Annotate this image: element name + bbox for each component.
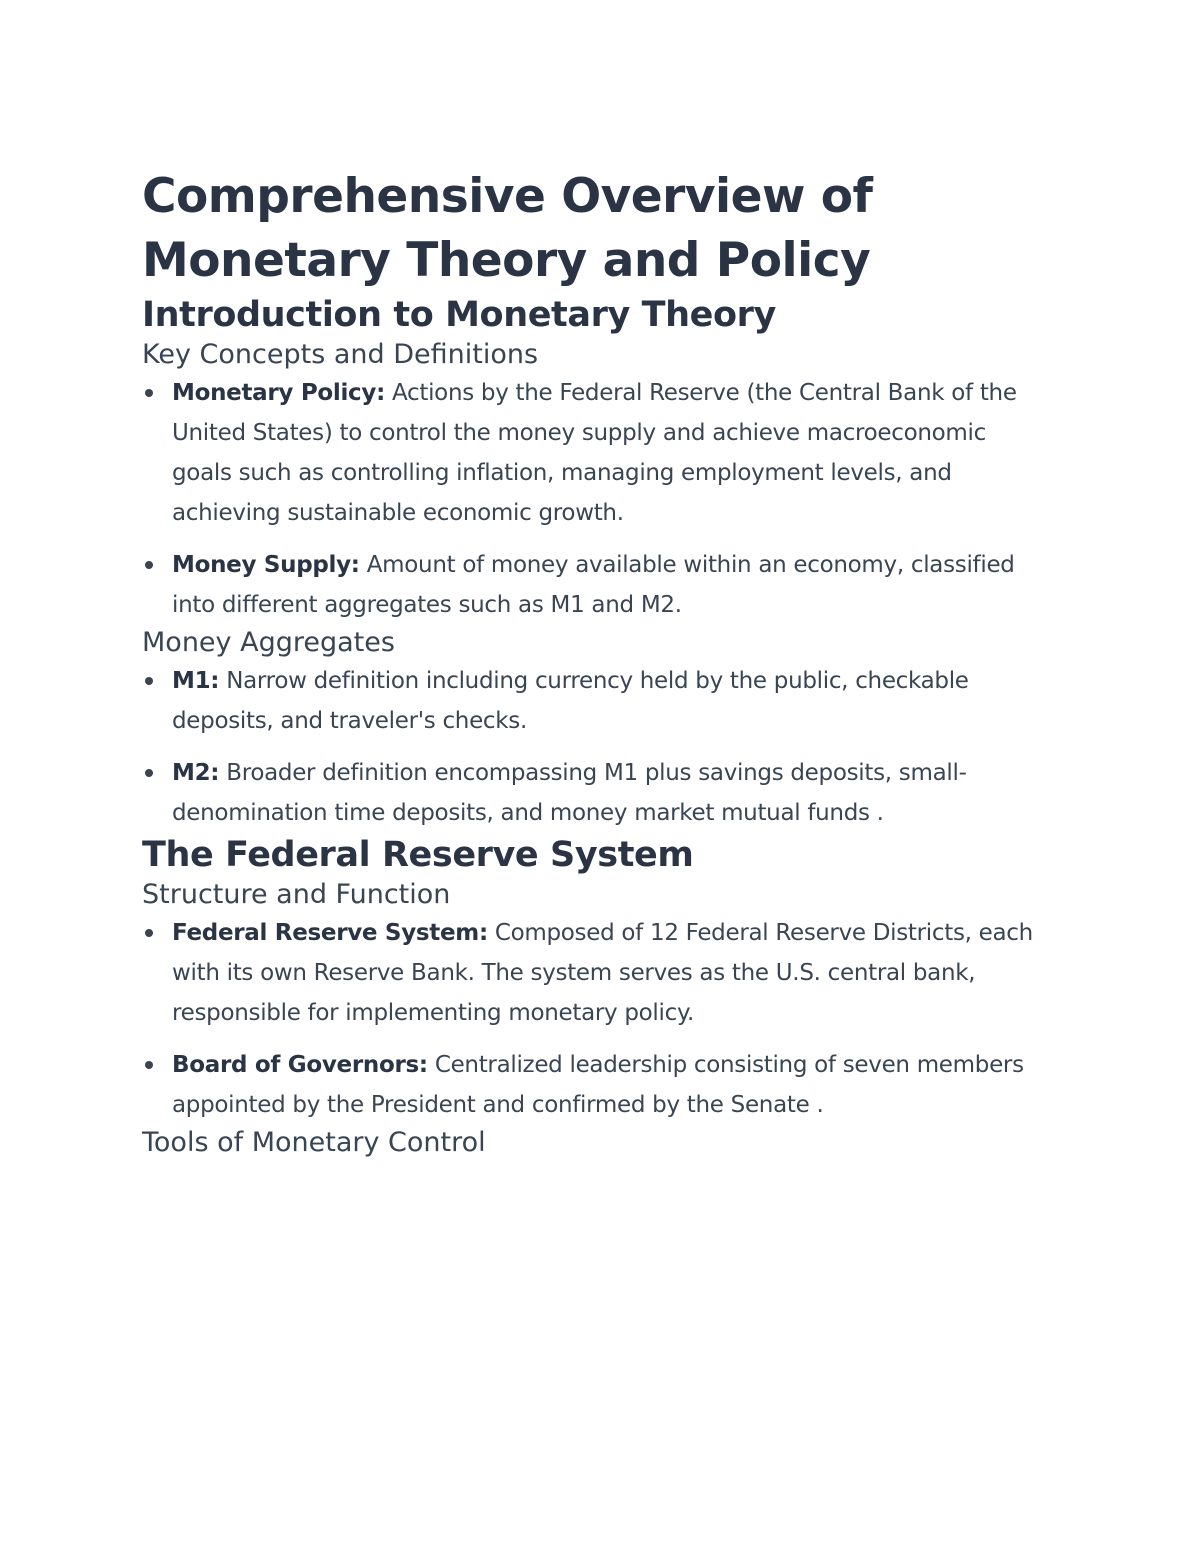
subsection-heading-money-aggregates: Money Aggregates xyxy=(142,627,395,658)
term-definition: Broader definition encompassing M1 plus savings deposits, small-denomination time deposits, and money market mutual funds . xyxy=(172,760,967,826)
bullet-icon xyxy=(145,677,153,685)
list-item xyxy=(142,913,1042,1033)
section-heading-introduction: Introduction to Monetary Theory xyxy=(142,295,776,335)
term-definition: Composed of 12 Federal Reserve Districts, each with its own Reserve Bank. The system serves as the U.S. central bank, responsible for implementing monetary policy. xyxy=(172,920,1033,1026)
bullet-list-structure-function xyxy=(142,913,1042,1125)
bullet-icon xyxy=(145,1061,153,1069)
term-label: Federal Reserve System: xyxy=(172,920,488,946)
document-page xyxy=(142,165,1042,1161)
term-label: Board of Governors: xyxy=(172,1052,428,1078)
list-item xyxy=(142,373,1042,533)
subsection-heading-key-concepts: Key Concepts and Definitions xyxy=(142,339,539,370)
term-label: Monetary Policy: xyxy=(172,380,385,406)
bullet-icon xyxy=(145,389,153,397)
bullet-list-money-aggregates xyxy=(142,661,1042,833)
list-item xyxy=(142,545,1042,625)
term-definition: Amount of money available within an economy, classified into different aggregates such as M1 and M2. xyxy=(172,552,1015,618)
bullet-icon xyxy=(145,929,153,937)
term-label: M2: xyxy=(172,760,220,786)
subsection-heading-structure-function: Structure and Function xyxy=(142,879,451,910)
term-definition: Narrow definition including currency held by the public, checkable deposits, and traveler's checks. xyxy=(172,668,969,734)
term-label: M1: xyxy=(172,668,220,694)
document-title: Comprehensive Overview of Monetary Theory and Policy xyxy=(142,169,873,288)
list-item xyxy=(142,1045,1042,1125)
list-item xyxy=(142,661,1042,741)
subsection-heading-tools-monetary-control: Tools of Monetary Control xyxy=(142,1127,486,1158)
term-definition: Centralized leadership consisting of seven members appointed by the President and confirmed by the Senate . xyxy=(172,1052,1024,1118)
term-definition: Actions by the Federal Reserve (the Central Bank of the United States) to control the money supply and achieve macroeconomic goals such as controlling inflation, managing employment levels, and achieving sustainable economic growth. xyxy=(172,380,1017,526)
bullet-list-key-concepts xyxy=(142,373,1042,625)
section-heading-federal-reserve: The Federal Reserve System xyxy=(142,835,694,875)
list-item xyxy=(142,753,1042,833)
term-label: Money Supply: xyxy=(172,552,360,578)
bullet-icon xyxy=(145,769,153,777)
bullet-icon xyxy=(145,561,153,569)
